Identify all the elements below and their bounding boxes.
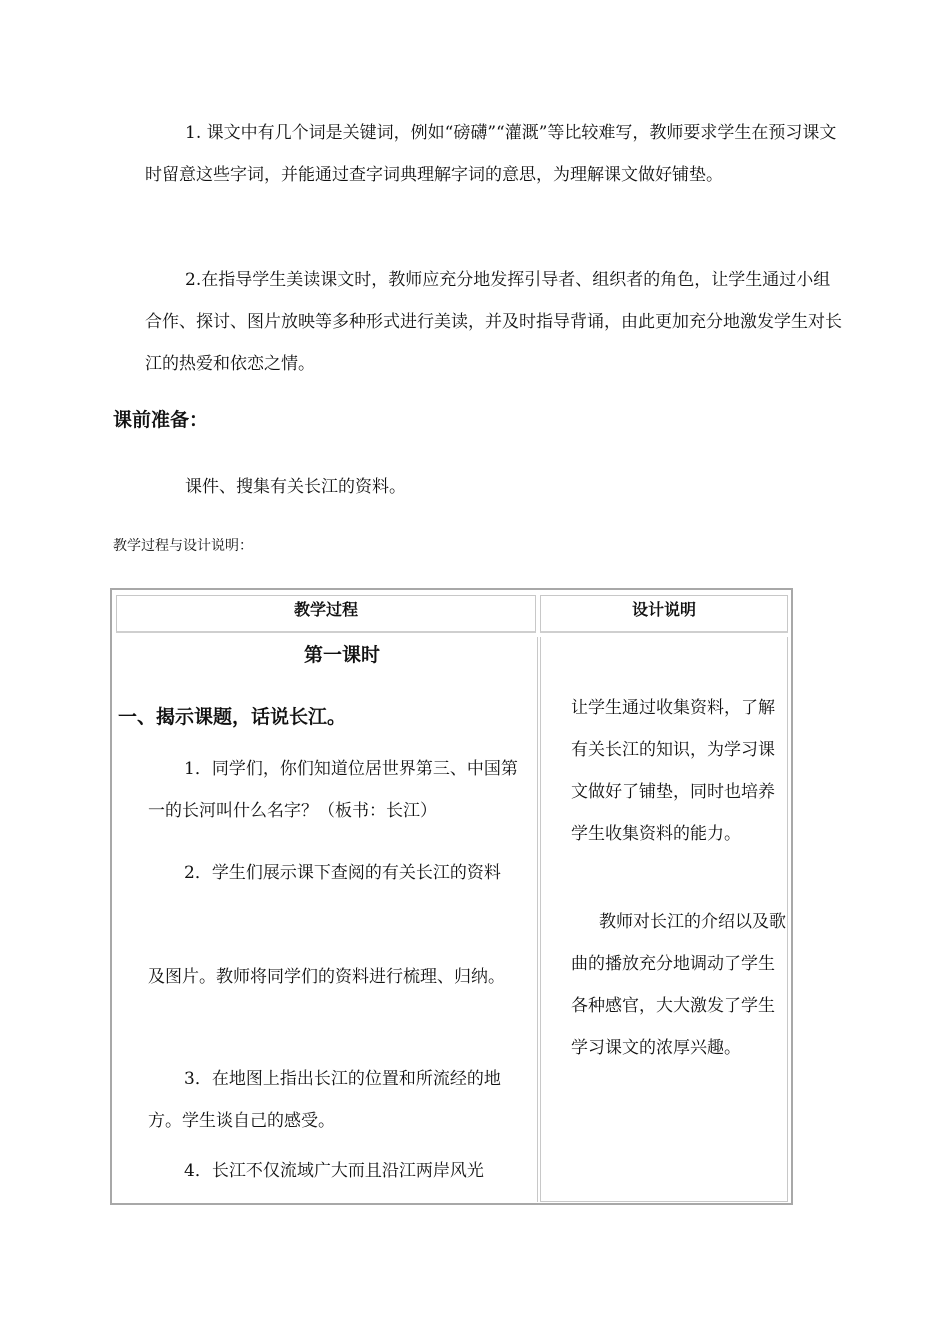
- step-2-continued: 及图片。教师将同学们的资料进行梳理、归纳。: [148, 967, 505, 987]
- table-caption: 教学过程与设计说明：: [113, 538, 253, 554]
- prep-text: 课件、搜集有关长江的资料。: [185, 477, 406, 497]
- header-teaching-process: 教学过程: [116, 595, 536, 633]
- step-4: 4．长江不仅流域广大而且沿江两岸风光: [184, 1161, 484, 1181]
- lesson-title: 第一课时: [304, 644, 381, 666]
- header-design-notes: 设计说明: [540, 595, 788, 633]
- teaching-process-cell: [114, 637, 538, 1202]
- lesson-table: [110, 588, 793, 1205]
- section-title: 一、揭示课题，话说长江。: [118, 706, 347, 728]
- step-1: 1．同学们，你们知道位居世界第三、中国第一的长河叫什么名字？（板书：长江）: [148, 759, 518, 821]
- note-2: 教师对长江的介绍以及歌曲的播放充分地调动了学生各种感官，大大激发了学生学习课文的浓厚兴趣。: [571, 912, 786, 1058]
- intro-paragraph-2: 2.在指导学生美读课文时，教师应充分地发挥引导者、组织者的角色，让学生通过小组合作、探讨、图片放映等多种形式进行美读，并及时指导背诵，由此更加充分地激发学生对长江的热爱和依恋之情。: [145, 270, 842, 374]
- step-3: 3．在地图上指出长江的位置和所流经的地方。学生谈自己的感受。: [148, 1069, 501, 1131]
- prep-heading: 课前准备：: [113, 409, 209, 431]
- note-1: 让学生通过收集资料，了解有关长江的知识，为学习课文做好了铺垫，同时也培养学生收集资料的能力。: [571, 698, 775, 844]
- step-2: 2．学生们展示课下查阅的有关长江的资料: [184, 863, 501, 883]
- intro-paragraph-1: 1. 课文中有几个词是关键词，例如“磅礴”“灌溉”等比较难写，教师要求学生在预习课文时留意这些字词，并能通过查字词典理解字词的意思，为理解课文做好铺垫。: [145, 123, 837, 185]
- design-notes-cell: [540, 637, 788, 1202]
